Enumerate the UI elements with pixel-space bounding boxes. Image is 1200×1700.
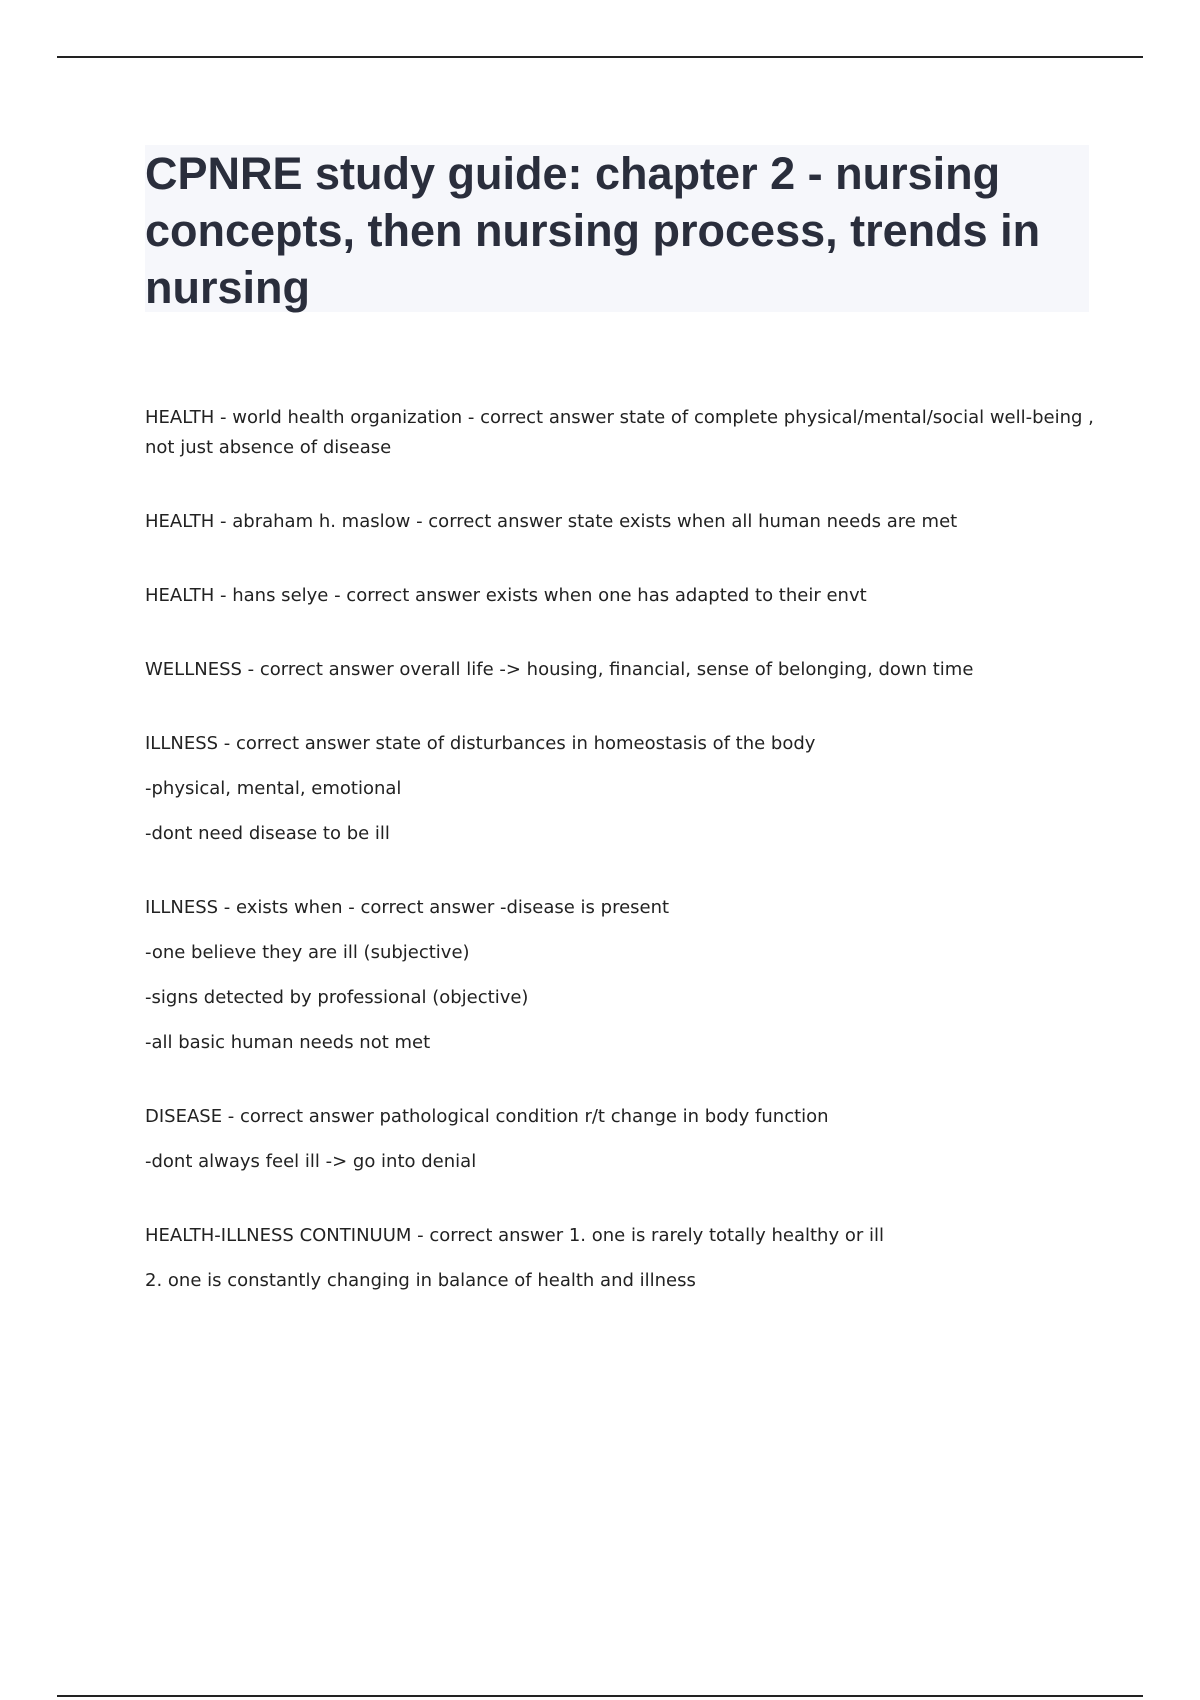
entry-illness [145,729,1095,849]
entry-line: DISEASE - correct answer pathological condition r/t change in body function [145,1106,829,1127]
entry-line: -signs detected by professional (objective) [145,987,529,1008]
entry-line: HEALTH - world health organization - correct answer state of complete physical/mental/social well-being , not just absence of disease [145,407,1094,458]
entry-wellness [145,655,1095,685]
bottom-divider [57,1695,1143,1697]
entry-health-selye [145,581,1095,611]
entry-line: 2. one is constantly changing in balance of health and illness [145,1270,696,1291]
top-divider [57,56,1143,58]
entry-line: ILLNESS - exists when - correct answer -disease is present [145,897,670,918]
entry-health-maslow [145,507,1095,537]
page-title: CPNRE study guide: chapter 2 - nursing concepts, then nursing process, trends in nursing [145,148,1041,313]
entry-line: -dont always feel ill -> go into denial [145,1151,477,1172]
document-body [145,403,1095,1340]
entry-health-illness-continuum [145,1221,1095,1296]
entry-disease [145,1102,1095,1177]
entry-line: HEALTH - hans selye - correct answer exists when one has adapted to their envt [145,585,867,606]
entry-line: -physical, mental, emotional [145,778,402,799]
entry-illness-exists-when [145,893,1095,1058]
entry-line: -dont need disease to be ill [145,823,390,844]
entry-health-who [145,403,1095,463]
entry-line: WELLNESS - correct answer overall life -> housing, financial, sense of belonging, down time [145,659,974,680]
title-block [145,145,1089,312]
entry-line: ILLNESS - correct answer state of disturbances in homeostasis of the body [145,733,816,754]
entry-line: HEALTH - abraham h. maslow - correct answer state exists when all human needs are met [145,511,958,532]
entry-line: -all basic human needs not met [145,1032,431,1053]
entry-line: -one believe they are ill (subjective) [145,942,470,963]
entry-line: HEALTH-ILLNESS CONTINUUM - correct answer 1. one is rarely totally healthy or ill [145,1225,884,1246]
